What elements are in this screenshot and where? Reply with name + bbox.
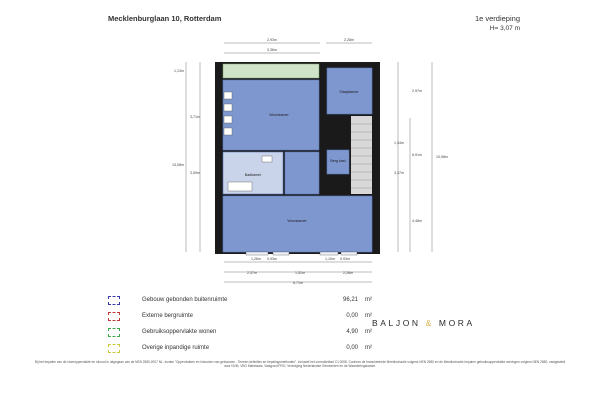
dim-left-upper: 3,71m — [190, 115, 200, 119]
room-label-storage: Berg kast — [330, 159, 346, 163]
dim-bottom-a: 2,37m — [247, 271, 257, 275]
legend-unit-2: m² — [365, 313, 372, 319]
legend-label-2: Externe bergruimte — [142, 313, 194, 319]
bathtub — [228, 182, 252, 191]
floor-title: 1e verdieping — [474, 14, 520, 23]
legend-value-2: 0,00 — [346, 313, 358, 319]
legend-swatch-3 — [108, 328, 120, 337]
address-title: Mecklenburglaan 10, Rotterdam — [108, 14, 222, 23]
legend-label-4: Overige inpandige ruimte — [142, 345, 210, 351]
dim-right-a: 2,97m — [412, 89, 422, 93]
legend-row — [108, 312, 372, 328]
dim-left-outer: 1,13m — [174, 69, 184, 73]
legend-unit-1: m² — [365, 297, 372, 303]
brand-part-1: BALJON — [372, 318, 421, 328]
room-label-living-bottom: Woonkamer — [287, 219, 307, 223]
legend-label-1: Gebouw gebonden buitenruimte — [142, 297, 228, 303]
brand-part-2: MORA — [438, 318, 475, 328]
dim-bottom-opening-2: 0,93m — [267, 257, 277, 261]
dim-bottom-c: 2,28m — [343, 271, 353, 275]
room-label-living-top: Woonkamer — [269, 113, 289, 117]
legend-row — [108, 328, 372, 344]
dim-bottom-b: 1,52m — [295, 271, 305, 275]
balcony — [223, 64, 319, 78]
legend-row — [108, 344, 372, 360]
dim-left-lower: 3,59m — [190, 171, 200, 175]
dim-right-c: 3,37m — [394, 171, 404, 175]
dim-top-inner: 3,36m — [267, 48, 277, 52]
footer-disclaimer: Bij het bepalen van de vloeroppervlakte en inhoud in uitgegaan van de NEN 2580:2007 NL. Inzake "Oppervlakten en inhouden van gebouwen - Termen definities en bepalingsmethoden", inclusief het correctieblad C1:2008. Conform de branchebrede Meetinstructie volgens NEN 2580 en de Meetinstructie bepalen gebruiksoppervlakte woningen volgens NEN 2580, vastgesteld door NVM, VBO Makelaars, Vastgoed PRO, Vereniging Nederlandse Gemeenten en de Waarderingskamer. — [34, 360, 566, 369]
dim-bottom-opening-3: 1,10m — [325, 257, 335, 261]
dim-bottom-opening-1: 1,26m — [251, 257, 261, 261]
floor-height: H= 3,07 m — [489, 25, 520, 32]
dim-bottom-total: 6,71m — [293, 281, 303, 285]
room-label-bedroom: Slaapkamer — [339, 90, 359, 94]
legend-swatch-4 — [108, 344, 120, 353]
legend-row — [108, 296, 372, 312]
brand-logo — [372, 318, 475, 328]
staircase — [351, 116, 372, 194]
room-label-bathroom: Badkamer — [244, 173, 262, 177]
dim-right-d: 4,48m — [412, 219, 422, 223]
dim-right-b: 1,34m — [394, 141, 404, 145]
dim-right-e: 6,91m — [412, 153, 422, 157]
room-living-bottom — [223, 196, 372, 252]
legend-label-3: Gebruiksoppervlakte wonen — [142, 329, 217, 335]
legend-swatch-2 — [108, 312, 120, 321]
legend-value-3: 4,90 — [346, 329, 358, 335]
dim-right-total: 10,98m — [436, 155, 448, 159]
legend-value-1: 96,21 — [342, 297, 358, 303]
dim-top-left: 2,93m — [267, 38, 277, 42]
washbasin — [262, 156, 272, 162]
brand-ampersand: & — [425, 318, 434, 328]
legend — [108, 296, 372, 360]
legend-unit-3: m² — [365, 329, 372, 335]
dim-bottom-opening-4: 0,93m — [340, 257, 350, 261]
dim-left-total: 13,08m — [172, 163, 184, 167]
legend-unit-4: m² — [365, 345, 372, 351]
room-hall — [285, 152, 319, 194]
dim-top-right: 2,28m — [344, 38, 354, 42]
legend-swatch-1 — [108, 296, 120, 305]
legend-value-4: 0,00 — [346, 345, 358, 351]
